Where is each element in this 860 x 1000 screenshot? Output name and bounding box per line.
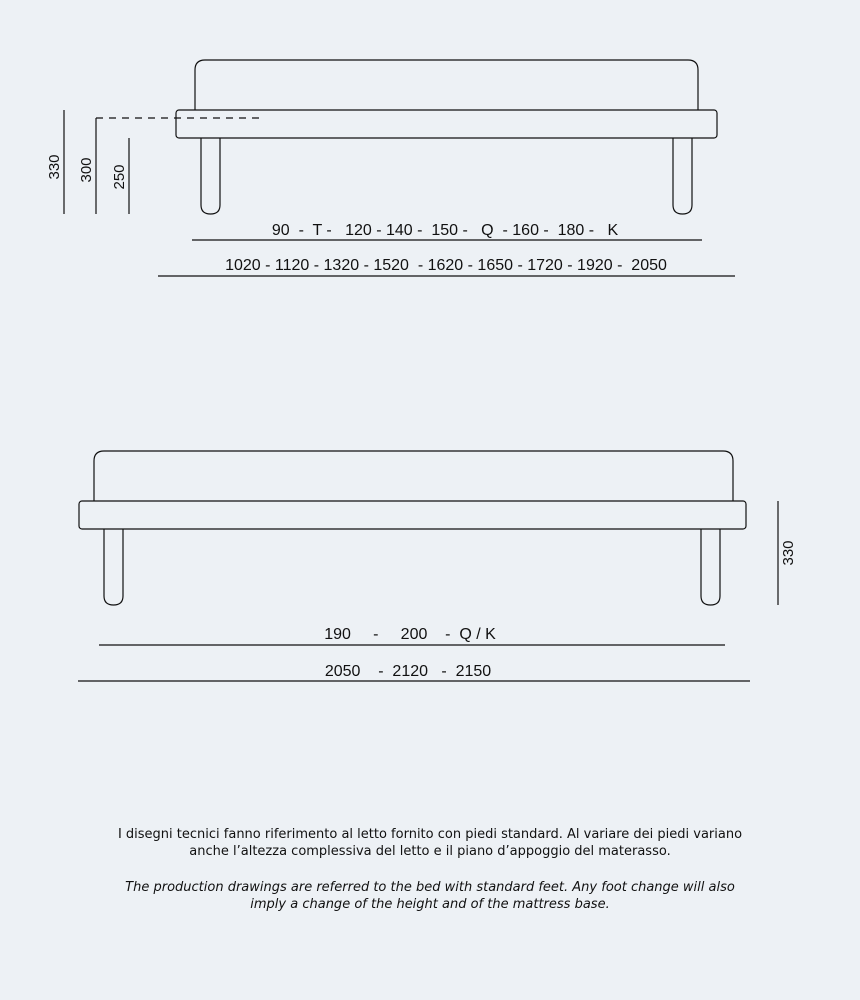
- front-width-labels: 90 - T - 120 - 140 - 150 - Q - 160 - 180 - K: [271, 222, 619, 239]
- side-height-label-330: 330: [780, 540, 797, 566]
- english-note: [0, 879, 860, 913]
- side-leg-right: [701, 529, 720, 605]
- italian-note: [0, 826, 860, 860]
- front-bed-frame: [176, 110, 717, 138]
- height-label-300: 300: [78, 157, 95, 183]
- english-note-line-2: imply a change of the height and of the mattress base.: [250, 897, 610, 912]
- height-label-250: 250: [111, 164, 128, 190]
- side-bed-frame: [79, 501, 746, 529]
- front-view-bed: [96, 60, 717, 214]
- side-headboard: [94, 451, 733, 501]
- side-view-bed: [79, 451, 746, 605]
- side-length-values: 2050 - 2120 - 2150: [324, 663, 492, 680]
- italian-note-line-1: I disegni tecnici fanno riferimento al letto fornito con piedi standard. Al variare dei piedi variano: [117, 827, 743, 842]
- front-width-values: 1020 - 1120 - 1320 - 1520 - 1620 - 1650 - 1720 - 1920 - 2050: [225, 257, 667, 274]
- height-label-330: 330: [46, 154, 63, 180]
- english-note-line-1: The production drawings are referred to the bed with standard feet. Any foot change will also: [125, 880, 735, 895]
- front-headboard: [195, 60, 698, 110]
- front-leg-right: [673, 138, 692, 214]
- front-leg-left: [201, 138, 220, 214]
- side-length-labels: 190 - 200 - Q / K: [324, 626, 496, 643]
- italian-note-line-2: anche l’altezza complessiva del letto e il piano d’appoggio del materasso.: [189, 844, 671, 859]
- side-leg-left: [104, 529, 123, 605]
